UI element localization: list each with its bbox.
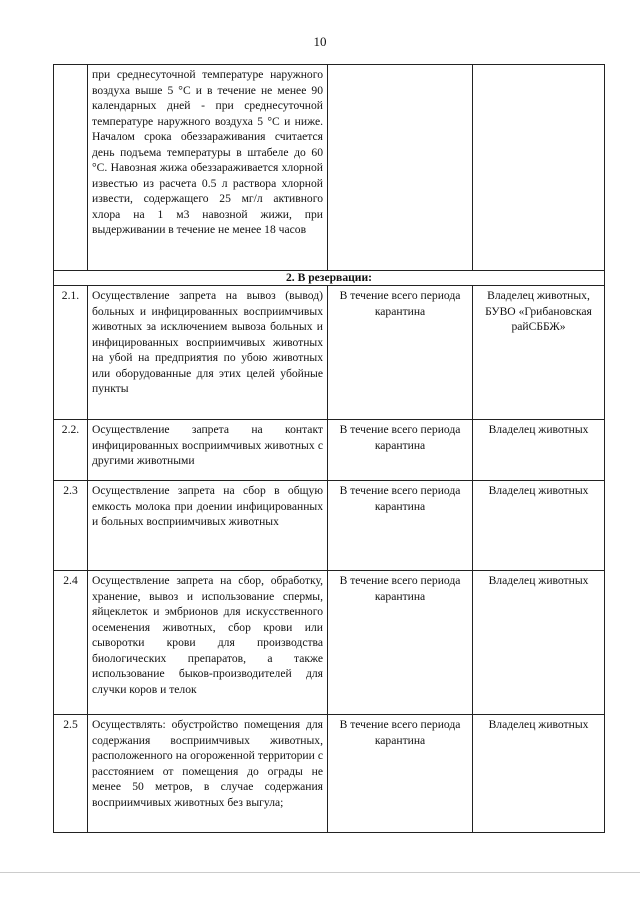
page-number: 10 xyxy=(313,34,327,49)
responsible-text: Владелец животных xyxy=(473,715,605,833)
responsible-text: Владелец животных xyxy=(473,571,605,715)
table-row xyxy=(54,571,605,715)
responsible-text: Владелец животных xyxy=(473,481,605,571)
row-number-cell xyxy=(54,65,88,271)
responsible-text: Владелец животных, БУВО «Грибановская райСББЖ» xyxy=(473,286,605,420)
measures-table xyxy=(53,64,605,833)
section-title: 2. В резервации: xyxy=(54,271,605,286)
row-number: 2.5 xyxy=(54,715,88,833)
term-text: В течение всего периода карантина xyxy=(328,715,473,833)
term-cell xyxy=(328,65,473,271)
term-text: В течение всего периода карантина xyxy=(328,481,473,571)
term-text: В течение всего периода карантина xyxy=(328,420,473,481)
responsible-cell xyxy=(473,65,605,271)
measure-text: Осуществлять: обустройство помещения для содержания восприимчивых животных, расположенного на огороженной территории с расстоянием от помещения до ограды не менее 50 метров, в случае содержания восприимчивых животных без выгула; xyxy=(88,715,328,833)
continuation-row xyxy=(54,65,605,271)
row-number: 2.4 xyxy=(54,571,88,715)
term-text: В течение всего периода карантина xyxy=(328,286,473,420)
measure-text: Осуществление запрета на сбор, обработку, хранение, вывоз и использование спермы, яйцеклеток и эмбрионов для искусственного осеменения животных, сбор крови или сыворотки крови для производства биологических препаратов, а также использование быков-производителей для случки коров и телок xyxy=(88,571,328,715)
section-header-row xyxy=(54,271,605,286)
measure-cell: при среднесуточной температуре наружного воздуха выше 5 °С и в течение не менее 90 календарных дней - при среднесуточной температуре наружного воздуха 5 °С и ниже. Началом срока обеззараживания считается день подъема температуры в штабеле до 60 °С. Навозная жижа обеззараживается хлорной известью из расчета 0.5 л раствора хлорной извести, содержащего 25 мг/л активного хлора на 1 м3 навозной жижи, при выдерживании в течение не менее 18 часов xyxy=(88,65,328,271)
measure-text: Осуществление запрета на контакт инфицированных восприимчивых животных с другими животными xyxy=(88,420,328,481)
row-number: 2.2. xyxy=(54,420,88,481)
measure-text: Осуществление запрета на вывоз (вывод) больных и инфицированных восприимчивых животных за исключением вывоза больных и инфицированных восприимчивых животных на убой на предприятия по убою животных или оборудованные для этих целей убойные пункты xyxy=(88,286,328,420)
measure-text: Осуществление запрета на сбор в общую емкость молока при доении инфицированных и больных восприимчивых животных xyxy=(88,481,328,571)
table-row xyxy=(54,715,605,833)
scan-edge-line xyxy=(0,872,640,873)
table-row xyxy=(54,420,605,481)
term-text: В течение всего периода карантина xyxy=(328,571,473,715)
responsible-text: Владелец животных xyxy=(473,420,605,481)
row-number: 2.1. xyxy=(54,286,88,420)
row-number: 2.3 xyxy=(54,481,88,571)
table-row xyxy=(54,481,605,571)
table-row xyxy=(54,286,605,420)
